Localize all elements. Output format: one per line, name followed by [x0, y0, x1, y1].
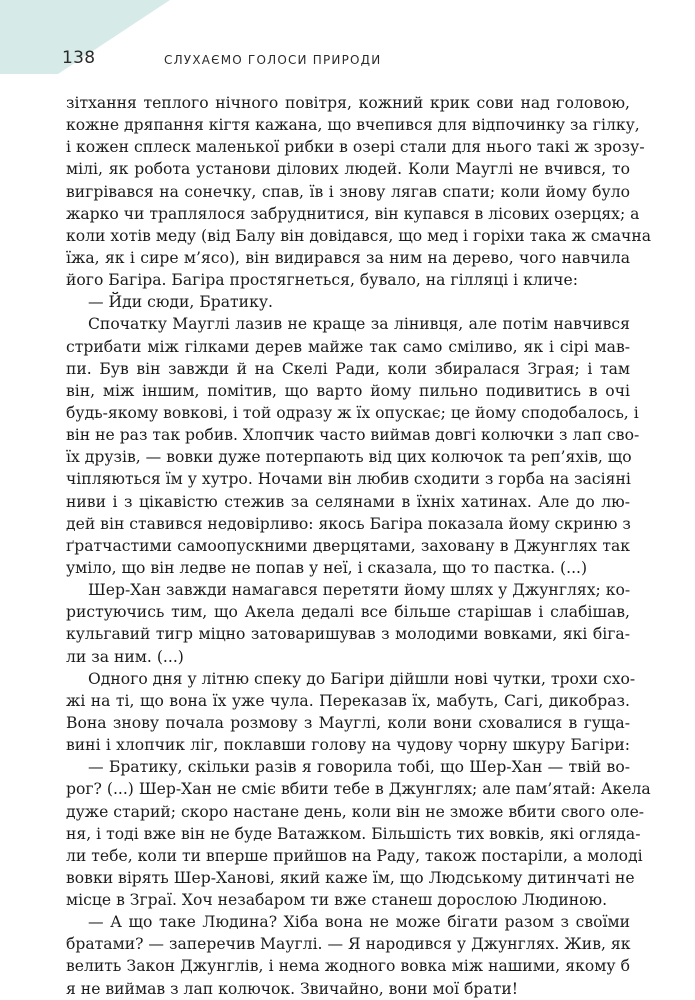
text-line: його Багіра. Багіра простягнеться, бувало, на гілляці і кличе: — [66, 271, 578, 290]
text-line: будь-якому вовкові, і той одразу ж їх опускає; це йому сподобалось, і — [66, 403, 639, 422]
text-line: він не раз так робив. Хлопчик часто виймав довгі колючки з лап сво- — [66, 426, 640, 445]
text-line: ґратчастими самоопускними дверцятами, заховану в Джунглях так — [66, 536, 630, 555]
text-line: я не виймав з лап колючок. Звичайно, вони мої брати! — [66, 979, 518, 998]
text-line: він, між іншим, помітив, що варто йому пильно подивитись в очі — [66, 381, 630, 400]
text-line: мілі, як робота установи ділових людей. Коли Мауглі не вчився, то — [66, 160, 630, 179]
body-text — [66, 92, 652, 1000]
text-line: Спочатку Мауглі лазив не краще за лінивця, але потім навчився — [88, 315, 630, 334]
text-line: братами? — заперечив Мауглі. — Я народився у Джунглях. Жив, як — [66, 935, 631, 954]
text-line: ли тебе, коли ти вперше прийшов на Раду, також постаріли, а молоді — [66, 846, 643, 865]
text-line: пи. Був він завжди й на Скелі Ради, коли збиралася Зграя; і там — [66, 359, 630, 378]
text-line: вигрівався на сонечку, спав, їв і знову лягав спати; коли йому було — [66, 182, 630, 201]
text-line: і кожен сплеск маленької рибки в озері стали для нього такі ж зрозу- — [66, 138, 645, 157]
text-line: дуже старий; скоро настане день, коли він не зможе вбити свого оле- — [66, 802, 645, 821]
text-line: ли за ним. (...) — [66, 647, 184, 666]
text-line: уміло, що він ледве не попав у неї, і сказала, що то пастка. (...) — [66, 558, 588, 577]
running-title: СЛУХАЄМО ГОЛОСИ ПРИРОДИ — [164, 53, 382, 67]
text-line: рог? (...) Шер-Хан не сміє вбити тебе в Джунглях; але пам’ятай: Акела — [66, 780, 651, 799]
text-line: Вона знову почала розмову з Мауглі, коли вони сховалися в гуща- — [66, 713, 630, 732]
text-line: їжа, як і сире м’ясо), він видирався за ним на дерево, чого навчила — [66, 248, 630, 267]
text-line: місце в Зграї. Хоч незабаром ти вже станеш дорослою Людиною. — [66, 891, 608, 910]
text-line: жі на ті, що вона їх уже чула. Переказав їх, мабуть, Сагі, дикобраз. — [66, 691, 630, 710]
text-line: вовки вірять Шер-Ханові, який каже їм, що Людському дитинчаті не — [66, 868, 635, 887]
text-line: стрибати між гілками дерев майже так само сміливо, як і сірі мав- — [66, 337, 630, 356]
text-line: дей він ставився недовірливо: якось Багіра показала йому скриню з — [66, 514, 631, 533]
page-number: 138 — [62, 48, 96, 68]
text-line: — А що таке Людина? Хіба вона не може бігати разом з своїми — [88, 913, 630, 932]
text-line: ня, і тоді вже він не буде Ватажком. Більшість тих вовків, які огляда- — [66, 824, 641, 843]
text-line: жарко чи траплялося забруднитися, він купався в лісових озерцях; а — [66, 204, 640, 223]
text-line: кожне дряпання кігтя кажана, що вчепився для відпочинку за гілку, — [66, 116, 640, 135]
text-line: чіпляються їм у хутро. Ночами він любив сходити з горба на засіяні — [66, 470, 631, 489]
text-line: Одного дня у літню спеку до Багіри дійшли нові чутки, трохи схо- — [88, 669, 636, 688]
text-line: їх друзів, — вовки дуже потерпають від цих колючок та реп’яхів, що — [66, 448, 632, 467]
text-line: кульгавий тигр міцно затоваришував з молодими вовками, які біга- — [66, 625, 630, 644]
text-line: ниви і з цікавістю стежив за селянами в їхніх хатинах. Але до лю- — [66, 492, 630, 511]
text-line: ристуючись тим, що Акела дедалі все більше старішав і слабішав, — [66, 603, 630, 622]
text-line: зітхання теплого нічного повітря, кожний крик сови над головою, — [66, 94, 630, 112]
text-line: велить Закон Джунглів, і нема жодного вовка між нашими, якому б — [66, 957, 630, 976]
text-line: — Йди сюди, Братику. — [88, 293, 273, 312]
text-line: — Братику, скільки разів я говорила тобі, що Шер-Хан — твій во- — [88, 758, 630, 777]
text-line: коли хотів меду (від Балу він довідався, що мед і горіхи така ж смачна — [66, 226, 652, 245]
text-line: Шер-Хан завжди намагався перетяти йому шлях у Джунглях; ко- — [88, 581, 631, 600]
text-line: вині і хлопчик ліг, поклавши голову на чудову чорну шкуру Багіри: — [66, 736, 630, 755]
